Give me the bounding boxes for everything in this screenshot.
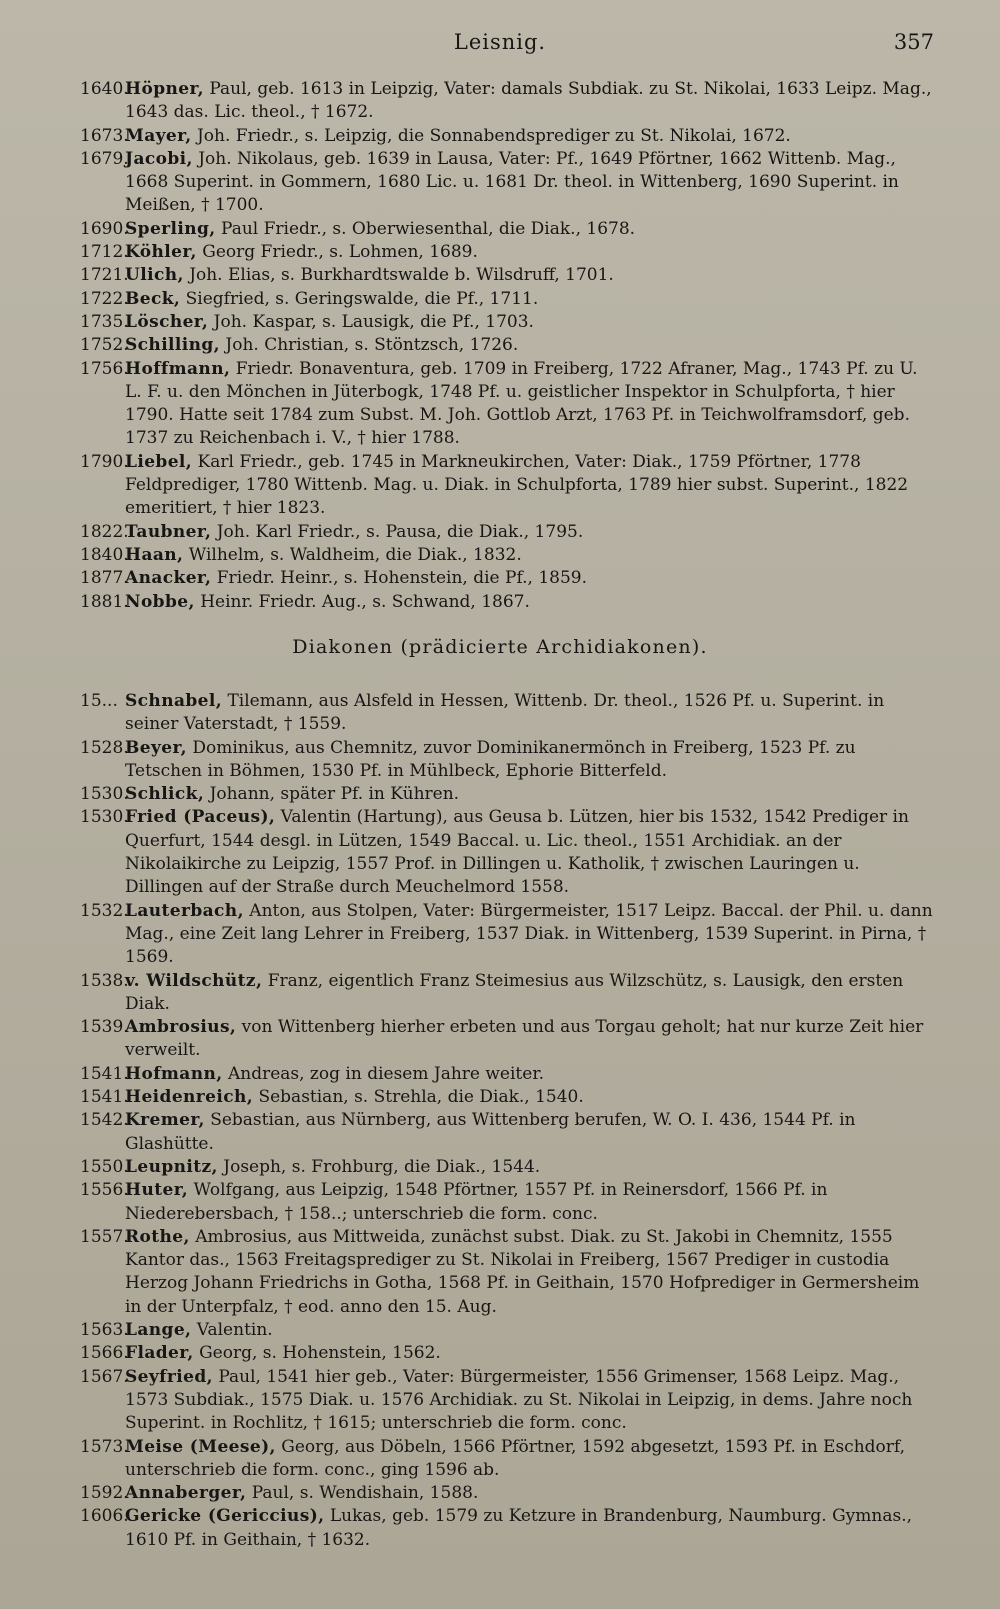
page-number: 357 (893, 30, 934, 54)
entry-year: 1790. (80, 451, 129, 472)
entry-year: 1690. (80, 218, 129, 239)
entry-text: Ambrosius, aus Mittweida, zunächst subst. Diak. zu St. Jakobi in Chemnitz, 1555 Kantor das., 1563 Freitagsprediger zu St. Nikolai in Freiberg, 1567 Prediger in custodia Herzog Johann Friedrichs in Gotha, 1568 Pf. in Geithain, 1570 Hofprediger in Germersheim in der Unterpfalz, † eod. anno den 15. Aug. (125, 1226, 920, 1317)
entry-surname: v. Wildschütz, (125, 970, 263, 991)
entry-surname: Meise (Meese), (125, 1436, 276, 1457)
entry-year: 1557. (80, 1226, 129, 1247)
entry-surname: Beyer, (125, 737, 187, 758)
entry-surname: Heidenreich, (125, 1087, 254, 1108)
entry-year: 1722. (80, 288, 129, 309)
entry-surname: Annaberger, (125, 1483, 247, 1504)
entry-text: Joseph, s. Frohburg, die Diak., 1544. (223, 1156, 541, 1177)
entry-surname: Höpner, (125, 79, 204, 99)
entry-surname: Sperling, (125, 218, 216, 239)
entry-text: Joh. Christian, s. Stöntzsch, 1726. (225, 335, 519, 356)
entry-surname: Schnabel, (125, 691, 223, 711)
entry-year: 1721. (80, 265, 129, 286)
entry-year: 1550. (80, 1156, 129, 1177)
entry-surname: Seyfried, (125, 1366, 213, 1387)
entry-text: Sebastian, aus Nürnberg, aus Wittenberg berufen, W. O. I. 436, 1544 Pf. in Glashütte. (125, 1110, 856, 1154)
entry-year: 1822. (80, 521, 129, 542)
entry-year: 1530. (80, 784, 129, 805)
entry-year: 1567. (80, 1366, 129, 1387)
list-item (80, 544, 935, 567)
list-item (80, 1016, 935, 1063)
entry-year: 1712. (80, 242, 129, 263)
entry-year: 1606. (80, 1506, 129, 1527)
entry-text: Paul, 1541 hier geb., Vater: Bürgermeister, 1556 Grimenser, 1568 Leipz. Mag., 1573 Subdiak., 1575 Diak. u. 1576 Archidiak. zu St. Nikolai in Leipzig, in dems. Jahre noch Superint. in Rochlitz, † 1615; unterschrieb die form. conc. (125, 1366, 913, 1434)
list-item (80, 1179, 935, 1226)
entry-surname: Leupnitz, (125, 1156, 218, 1177)
list-item (80, 125, 935, 148)
entry-surname: Hofmann, (125, 1063, 223, 1084)
entry-surname: Ambrosius, (125, 1017, 237, 1038)
entry-text: Valentin. (196, 1320, 273, 1341)
list-item (80, 358, 935, 451)
entry-year: 1563. (80, 1320, 129, 1341)
entry-surname: Anacker, (125, 568, 212, 589)
entry-text: Karl Friedr., geb. 1745 in Markneukirchen, Vater: Diak., 1759 Pförtner, 1778 Feldprediger, 1780 Wittenb. Mag. u. Diak. in Schulpforta, 1789 hier subst. Superint., 1822 emeritiert, † hier 1823. (125, 451, 909, 519)
entry-text: Friedr. Bonaventura, geb. 1709 in Freiberg, 1722 Afraner, Mag., 1743 Pf. zu U. L. F. u. den Mönchen in Jüterbogk, 1748 Pf. u. geistlicher Inspektor in Schulpforta, † hier 1790. Hatte seit 1784 zum Subst. M. Joh. Gottlob Arzt, 1763 Pf. in Teichwolframsdorf, geb. 1737 zu Reichenbach i. V., † hier 1788. (125, 358, 918, 449)
entry-text: Paul, geb. 1613 in Leipzig, Vater: damals Subdiak. zu St. Nikolai, 1633 Leipz. Mag., 1643 das. Lic. theol., † 1672. (125, 79, 932, 123)
entry-surname: Schlick, (125, 784, 205, 805)
list-item (80, 690, 935, 737)
entry-year: 1592. (80, 1483, 129, 1504)
entry-text: Georg, aus Döbeln, 1566 Pförtner, 1592 abgesetzt, 1593 Pf. in Eschdorf, unterschrieb die form. conc., ging 1596 ab. (125, 1436, 905, 1480)
entry-year: 1541. (80, 1087, 129, 1108)
entry-surname: Liebel, (125, 451, 193, 472)
list-item (80, 1319, 935, 1342)
entry-text: Joh. Elias, s. Burkhardtswalde b. Wilsdruff, 1701. (189, 265, 614, 286)
entry-year: 1840. (80, 544, 129, 565)
entry-text: Wilhelm, s. Waldheim, die Diak., 1832. (188, 544, 522, 565)
list-item (80, 591, 935, 614)
list-item (80, 241, 935, 264)
entry-year: 1640. (80, 79, 129, 99)
entry-year: 1542. (80, 1110, 129, 1131)
list-item (80, 1436, 935, 1483)
list-item (80, 900, 935, 970)
entry-year: 1573. (80, 1436, 129, 1457)
entry-surname: Schilling, (125, 335, 220, 356)
entry-text: Franz, eigentlich Franz Steimesius aus Wilzschütz, s. Lausigk, den ersten Diak. (125, 970, 904, 1014)
running-head (0, 30, 1000, 60)
entry-text: Joh. Kaspar, s. Lausigk, die Pf., 1703. (213, 311, 534, 332)
entry-surname: Rothe, (125, 1226, 190, 1247)
list-item (80, 451, 935, 521)
list-item (80, 1342, 935, 1365)
entry-text: Dominikus, aus Chemnitz, zuvor Dominikanermönch in Freiberg, 1523 Pf. zu Tetschen in Böhmen, 1530 Pf. in Mühlbeck, Ephorie Bitterfeld. (125, 737, 856, 781)
entry-surname: Mayer, (125, 125, 192, 146)
list-item (80, 1063, 935, 1086)
list-item (80, 218, 935, 241)
entry-text: Heinr. Friedr. Aug., s. Schwand, 1867. (200, 591, 530, 612)
list-item (80, 567, 935, 590)
list-item (80, 970, 935, 1017)
entry-text: Joh. Friedr., s. Leipzig, die Sonnabendsprediger zu St. Nikolai, 1672. (196, 125, 791, 146)
entry-surname: Fried (Paceus), (125, 807, 276, 828)
list-item (80, 1505, 935, 1552)
entry-year: 1541. (80, 1063, 129, 1084)
entry-text: Wolfgang, aus Leipzig, 1548 Pförtner, 1557 Pf. in Reinersdorf, 1566 Pf. in Niederebersbach, † 158..; unterschrieb die form. conc. (125, 1180, 828, 1224)
entry-text: Paul, s. Wendishain, 1588. (251, 1483, 479, 1504)
entry-year: 1881. (80, 591, 129, 612)
list-item (80, 78, 935, 125)
section-heading: Diakonen (prädicierte Archidiakonen). (292, 636, 708, 658)
entry-text: Joh. Karl Friedr., s. Pausa, die Diak., 1795. (216, 521, 584, 542)
entry-year: 15... (80, 691, 118, 711)
list-item (80, 521, 935, 544)
list-item (80, 1366, 935, 1436)
running-title: Leisnig. (453, 30, 547, 54)
entry-text: Joh. Nikolaus, geb. 1639 in Lausa, Vater: Pf., 1649 Pförtner, 1662 Wittenb. Mag., 1668 Superint. in Gommern, 1680 Lic. u. 1681 Dr. theol. in Wittenberg, 1690 Superint. in Meißen, † 1700. (125, 148, 899, 216)
entry-surname: Kremer, (125, 1110, 205, 1131)
entry-surname: Jacobi, (125, 148, 193, 169)
entry-surname: Huter, (125, 1180, 189, 1201)
entry-year: 1528. (80, 737, 129, 758)
entry-surname: Nobbe, (125, 591, 195, 612)
list-item (80, 288, 935, 311)
entry-year: 1530. (80, 807, 129, 828)
list-item (80, 334, 935, 357)
list-item (80, 148, 935, 218)
entry-year: 1556. (80, 1180, 129, 1201)
list-item (80, 1226, 935, 1319)
entry-year: 1756. (80, 358, 129, 379)
list-item (80, 1156, 935, 1179)
entry-text: Johann, später Pf. in Kühren. (209, 784, 460, 805)
entry-surname: Lange, (125, 1320, 192, 1341)
entry-text: Valentin (Hartung), aus Geusa b. Lützen, hier bis 1532, 1542 Prediger in Querfurt, 1544 desgl. in Lützen, 1549 Baccal. u. Lic. theol., 1551 Archidiak. an der Nikolaikirche zu Leipzig, 1557 Prof. in Dillingen u. Katholik, † zwischen Lauringen u. Dillingen auf der Straße durch Meuchelmord 1558. (125, 807, 909, 898)
entry-text: Tilemann, aus Alsfeld in Hessen, Wittenb. Dr. theol., 1526 Pf. u. Superint. in seiner Vaterstadt, † 1559. (125, 691, 885, 735)
entry-year: 1673. (80, 125, 129, 146)
entry-surname: Taubner, (125, 521, 212, 542)
entry-year: 1752. (80, 335, 129, 356)
entry-text: Paul Friedr., s. Oberwiesenthal, die Diak., 1678. (221, 218, 636, 239)
list-item (80, 1482, 935, 1505)
entry-text: Anton, aus Stolpen, Vater: Bürgermeister, 1517 Leipz. Baccal. der Phil. u. dann Mag., eine Zeit lang Lehrer in Freiberg, 1537 Diak. in Wittenberg, 1539 Superint. in Pirna, † 1569. (125, 900, 933, 968)
entry-text: Friedr. Heinr., s. Hohenstein, die Pf., 1859. (216, 568, 588, 589)
list-item (80, 737, 935, 784)
pastor-list (80, 78, 935, 614)
entry-year: 1735. (80, 311, 129, 332)
entry-surname: Ulich, (125, 265, 184, 286)
list-item (80, 806, 935, 899)
entry-surname: Haan, (125, 544, 184, 565)
entry-year: 1532. (80, 900, 129, 921)
entry-text: Sebastian, s. Strehla, die Diak., 1540. (258, 1087, 584, 1108)
entry-text: Georg, s. Hohenstein, 1562. (199, 1343, 441, 1364)
list-item (80, 311, 935, 334)
entry-surname: Lauterbach, (125, 900, 244, 921)
entry-surname: Gericke (Gericcius), (125, 1506, 325, 1527)
entry-text: Andreas, zog in diesem Jahre weiter. (227, 1063, 544, 1084)
entry-text: Siegfried, s. Geringswalde, die Pf., 1711. (185, 288, 539, 309)
entry-year: 1539. (80, 1017, 129, 1038)
entry-surname: Köhler, (125, 242, 197, 263)
entry-year: 1679. (80, 148, 129, 169)
entry-year: 1538. (80, 970, 129, 991)
entry-year: 1566. (80, 1343, 129, 1364)
list-item (80, 264, 935, 287)
entry-surname: Beck, (125, 288, 181, 309)
entry-surname: Hoffmann, (125, 358, 231, 379)
entry-surname: Löscher, (125, 311, 209, 332)
entry-year: 1877. (80, 568, 129, 589)
entry-text: Lukas, geb. 1579 zu Ketzure in Brandenburg, Naumburg. Gymnas., 1610 Pf. in Geithain, † 1632. (125, 1506, 913, 1550)
entry-text: von Wittenberg hierher erbeten und aus Torgau geholt; hat nur kurze Zeit hier verweilt. (125, 1017, 924, 1061)
list-item (80, 783, 935, 806)
list-item (80, 1109, 935, 1156)
deacon-list (80, 690, 935, 1552)
entry-text: Georg Friedr., s. Lohmen, 1689. (202, 242, 478, 263)
entry-surname: Flader, (125, 1343, 194, 1364)
list-item (80, 1086, 935, 1109)
